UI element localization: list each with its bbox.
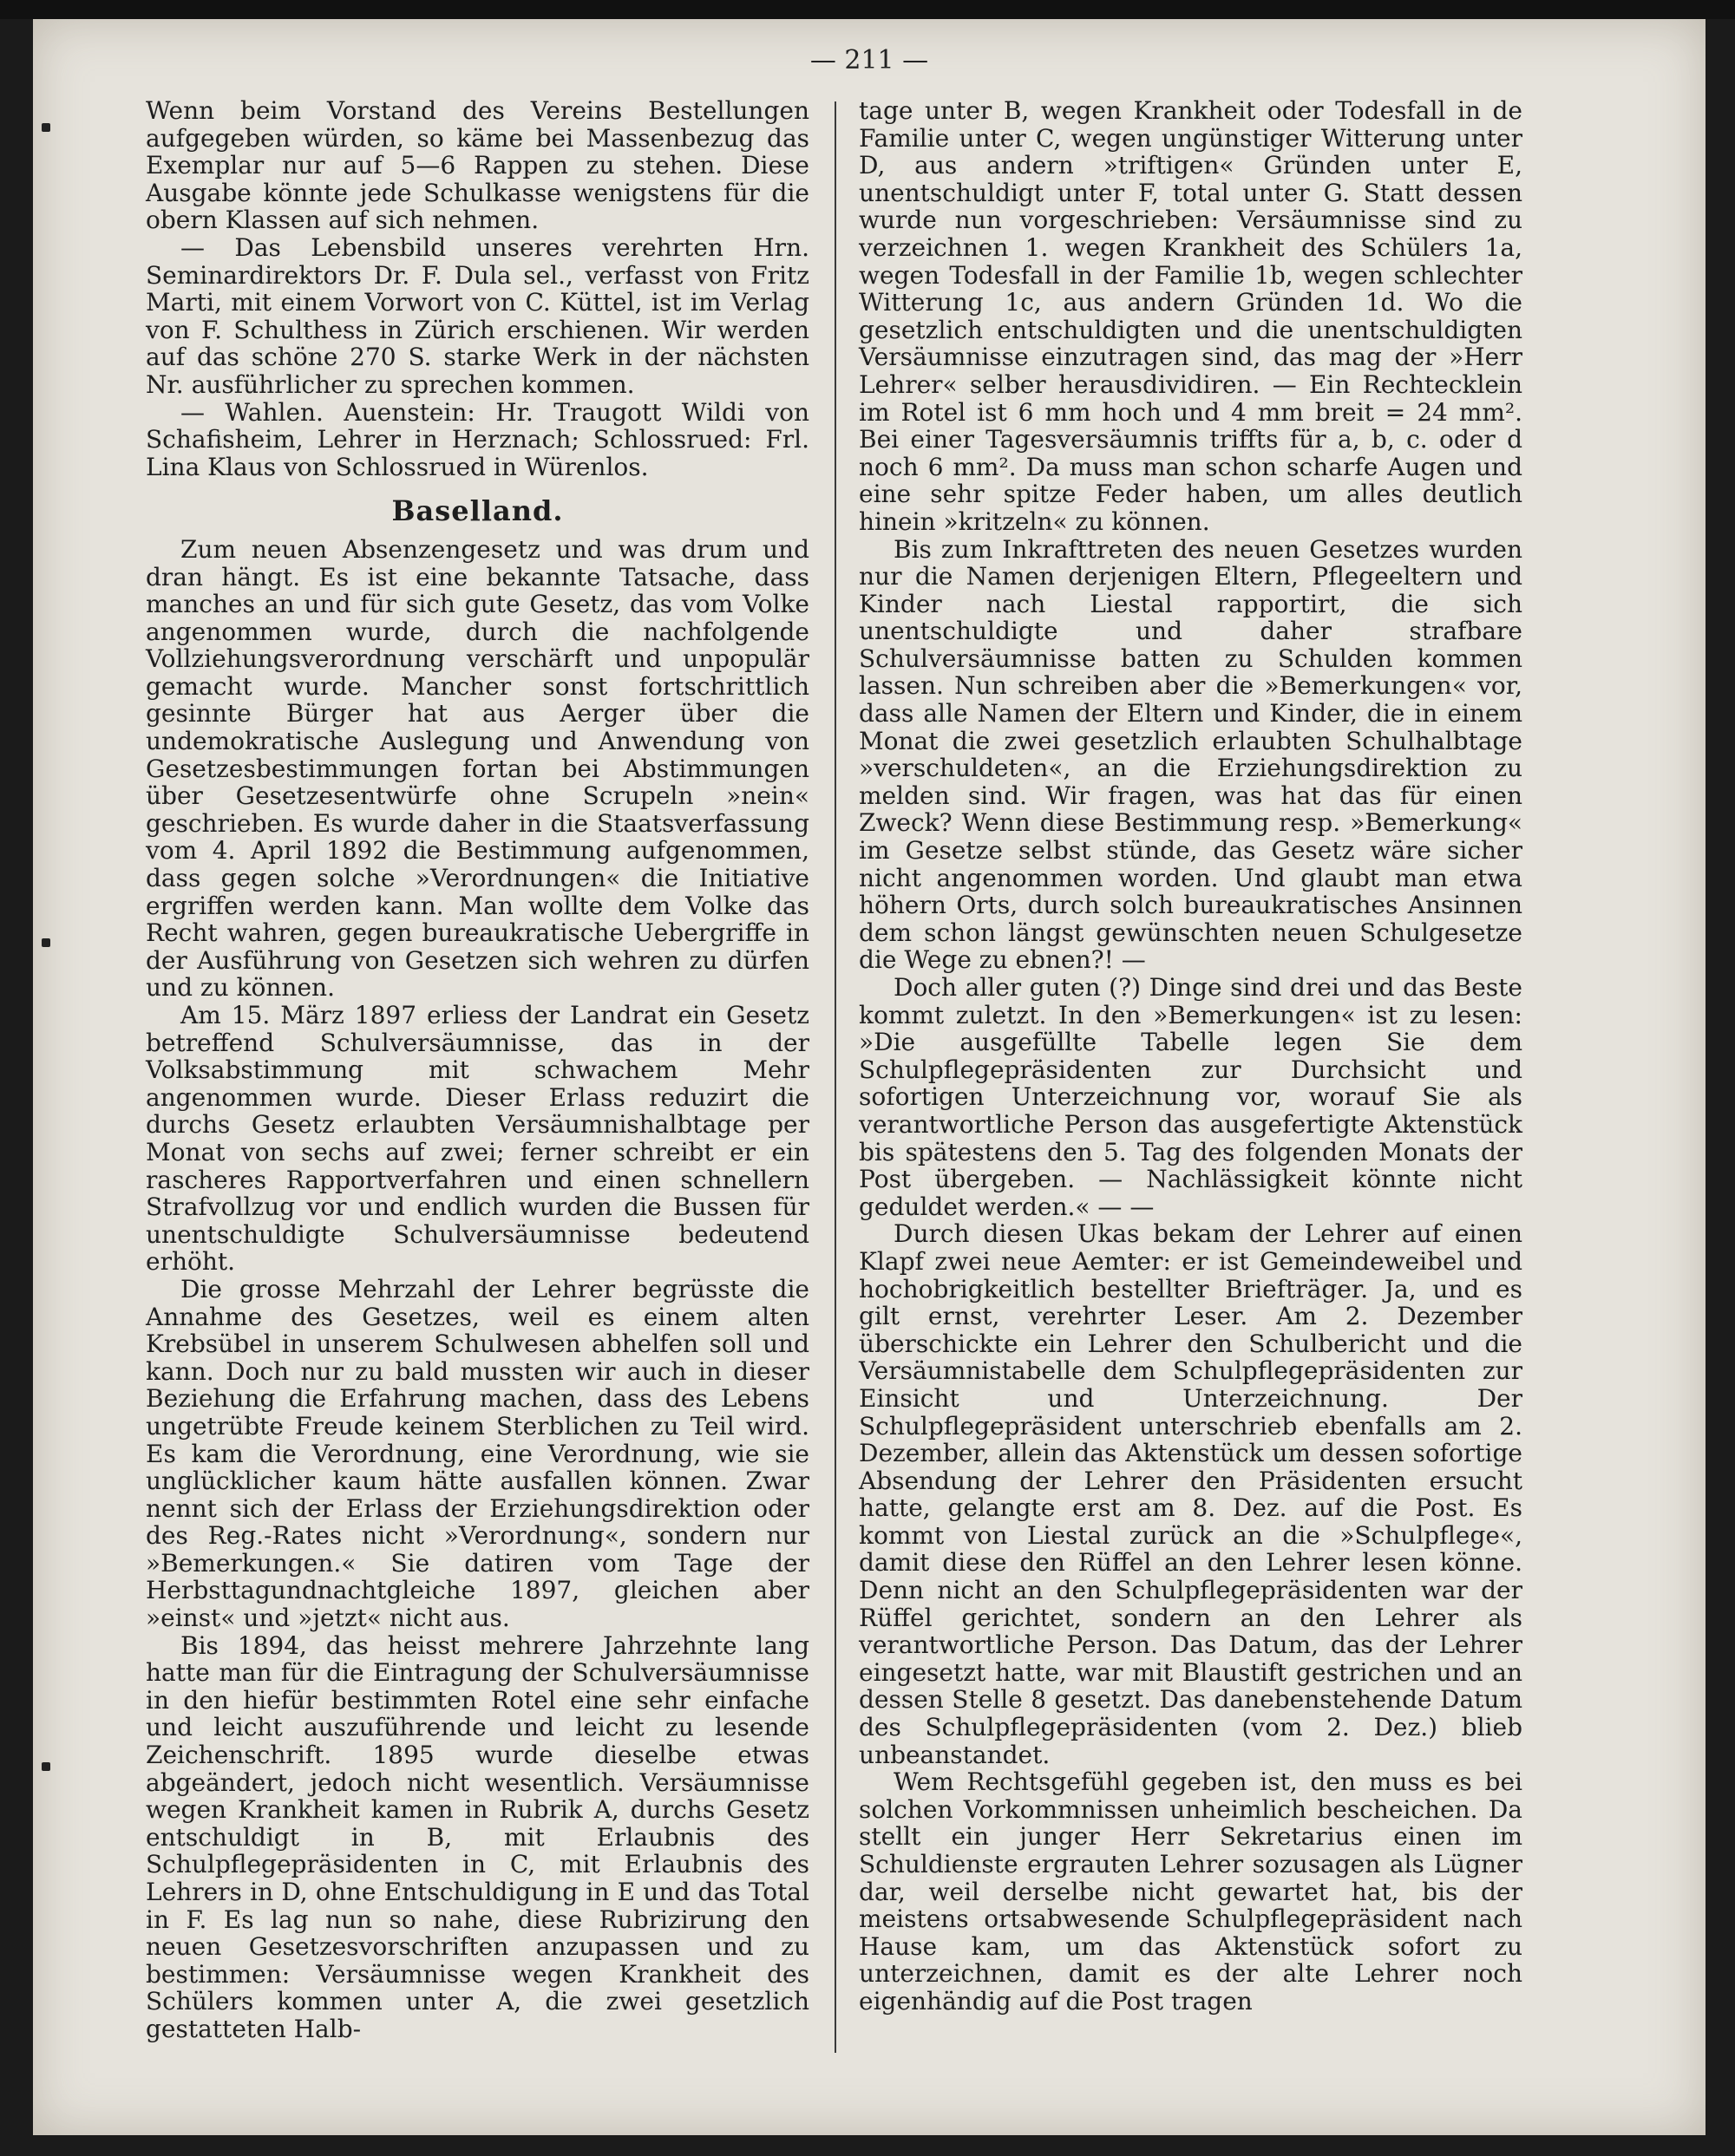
paragraph: Durch diesen Ukas bekam der Lehrer auf einen Klapf zwei neue Aemter: er ist Gemeindeweibel und hochobrigkeitlich bestellter Briefträger. Ja, und es gilt ernst, verehrter Leser. Am 2. Dezember überschickte ein Lehrer den Schulbericht und die Versäumnistabelle dem Schulpflegepräsidenten zur Einsicht und Unterzeichnung. Der Schulpflegepräsident unterschrieb ebenfalls am 2. Dezember, allein das Aktenstück um dessen sofortige Absendung der Lehrer den Präsidenten ersucht hatte, gelangte erst am 8. Dez. auf die Post. Es kommt von Liestal zurück an die »Schulpflege«, damit diese den Rüffel an den Lehrer lesen könne. Denn nicht an den Schulpflegepräsidenten war der Rüffel gerichtet, sondern an den Lehrer als verantwortliche Person. Das Datum, das der Lehrer eingesetzt hatte, war mit Blaustift gestrichen und an dessen Stelle 8 gesetzt. Das danebenstehende Datum des Schulpflegepräsidenten (vom 2. Dez.) blieb unbeanstandet.: [859, 1219, 1522, 1769]
paragraph: — Wahlen. Auenstein: Hr. Traugott Wildi von Schafisheim, Lehrer in Herznach; Schlossrued: Frl. Lina Klaus von Schlossrued in Würenlos.: [146, 397, 809, 481]
paragraph: — Das Lebensbild unseres verehrten Hrn. Seminardirektors Dr. F. Dula sel., verfasst von Fritz Marti, mit einem Vorwort von C. Küttel, ist im Verlag von F. Schulthess in Zürich erschienen. Wir werden auf das schöne 270 S. starke Werk in der nächsten Nr. ausführlicher zu sprechen kommen.: [146, 232, 809, 399]
binding-mark: [42, 938, 50, 947]
paragraph: Wenn beim Vorstand des Vereins Bestellungen aufgegeben würden, so käme bei Massenbezug das Exemplar nur auf 5—6 Rappen zu stehen. Diese Ausgabe könnte jede Schulkasse wenigstens für die obern Klassen auf sich nehmen.: [146, 96, 809, 235]
paragraph: Am 15. März 1897 erliess der Landrat ein Gesetz betreffend Schulversäumnisse, das in der Volksabstimmung mit schwachem Mehr angenommen wurde. Dieser Erlass reduzirt die durchs Gesetz erlaubten Versäumnishalbtage per Monat von sechs auf zwei; ferner schreibt er ein rascheres Rapportverfahren und einen schnellern Strafvollzug vor und endlich wurden die Bussen für unentschuldigte Schulversäumnisse bedeutend erhöht.: [146, 1001, 809, 1277]
paragraph: tage unter B, wegen Krankheit oder Todesfall in de Familie unter C, wegen ungünstiger Witterung unter D, aus andern »triftigen« Gründen unter E, unentschuldigt unter F, total unter G. Statt dessen wurde nun vorgeschrieben: Versäumnisse sind zu verzeichnen 1. wegen Krankheit des Schülers 1a, wegen Todesfall in der Familie 1b, wegen schlechter Witterung 1c, aus andern Gründen 1d. Wo die gesetzlich entschuldigten und die unentschuldigten Versäumnisse einzutragen sind, das mag der »Herr Lehrer« selber herausdividiren. — Ein Rechtecklein im Rotel ist 6 mm hoch und 4 mm breit = 24 mm². Bei einer Tagesversäumnis triffts für a, b, c. oder d noch 6 mm². Da muss man schon scharfe Augen und eine sehr spitze Feder haben, um alles deutlich hinein »kritzeln« zu können.: [859, 96, 1522, 536]
section-heading: Baselland.: [391, 494, 564, 528]
paragraph: Doch aller guten (?) Dinge sind drei und das Beste kommt zuletzt. In den »Bemerkungen« ist zu lesen: »Die ausgefüllte Tabelle legen Sie dem Schulpflegepräsidenten zur Durchsicht und sofortigen Unterzeichnung vor, worauf Sie als verantwortliche Person das ausgefertigte Aktenstück bis spätestens den 5. Tag des folgenden Monats der Post übergeben. — Nachlässigkeit könnte nicht geduldet werden.« — —: [859, 973, 1522, 1221]
paragraph: Bis zum Inkrafttreten des neuen Gesetzes wurden nur die Namen derjenigen Eltern, Pflegeeltern und Kinder nach Liestal rapportirt, die sich unentschuldigte und daher strafbare Schulversäumnisse batten zu Schulden kommen lassen. Nun schreiben aber die »Bemerkungen« vor, dass alle Namen der Eltern und Kinder, die in einem Monat die zwei gesetzlich erlaubten Schulhalbtage »verschuldeten«, an die Erziehungsdirektion zu melden sind. Wir fragen, was hat das für einen Zweck? Wenn diese Bestimmung resp. »Bemerkung« im Gesetze selbst stünde, das Gesetz wäre sicher nicht angenommen worden. Und glaubt man etwa höhern Orts, durch solch bureaukratisches Ansinnen dem schon längst gewünschten neuen Schulgesetze die Wege zu ebnen?! —: [859, 534, 1522, 975]
right-column: [859, 97, 1522, 2016]
page-number: — 211 —: [809, 45, 929, 75]
paragraph: Die grosse Mehrzahl der Lehrer begrüsste die Annahme des Gesetzes, weil es einem alten Krebsübel in unserem Schulwesen abhelfen soll und kann. Doch nur zu bald mussten wir auch in dieser Beziehung die Erfahrung machen, dass des Lebens ungetrübte Freude keinem Sterblichen zu Teil wird. Es kam die Verordnung, eine Verordnung, wie sie unglücklicher kaum hätte ausfallen können. Zwar nennt sich der Erlass der Erziehungsdirektion oder des Reg.-Rates nicht »Verordnung«, sondern nur »Bemerkungen.« Sie datiren vom Tage der Herbsttagundnachtgleiche 1897, gleichen aber »einst« und »jetzt« nicht aus.: [146, 1274, 809, 1633]
paragraph: Wem Rechtsgefühl gegeben ist, den muss es bei solchen Vorkommnissen unheimlich bescheichen. Da stellt ein junger Herr Sekretarius einen im Schuldienste ergrauten Lehrer sozusagen als Lügner dar, weil derselbe nicht gewartet hat, bis der meistens ortsabwesende Schulpflegepräsident nach Hause kam, um das Aktenstück sofort zu unterzeichnen, damit es der alte Lehrer noch eigenhändig auf die Post tragen: [859, 1767, 1522, 2016]
binding-mark: [42, 123, 50, 132]
paragraph: Zum neuen Absenzengesetz und was drum und dran hängt. Es ist eine bekannte Tatsache, dass manches an und für sich gute Gesetz, das vom Volke angenommen wurde, durch die nachfolgende Vollziehungsverordnung verschärft und unpopulär gemacht wurde. Mancher sonst fortschrittlich gesinnte Bürger hat aus Aerger über die undemokratische Auslegung und Anwendung von Gesetzesbestimmungen fortan bei Abstimmungen über Gesetzesentwürfe ohne Scrupeln »nein« geschrieben. Es wurde daher in die Staatsverfassung vom 4. April 1892 die Bestimmung aufgenommen, dass gegen solche »Verordnungen« die Initiative ergriffen werden kann. Man wollte dem Volke das Recht wahren, gegen bureaukratische Uebergriffe in der Ausführung von Gesetzen sich wehren zu dürfen und zu können.: [146, 534, 809, 1003]
binding-mark: [42, 1762, 50, 1771]
document-page: [33, 19, 1706, 2135]
paragraph: Bis 1894, das heisst mehrere Jahrzehnte lang hatte man für die Eintragung der Schulversäumnisse in den hiefür bestimmten Rotel eine sehr einfache und leicht auszuführende und leicht zu lesende Zeichenschrift. 1895 wurde dieselbe etwas abgeändert, jedoch nicht wesentlich. Versäumnisse wegen Krankheit kamen in Rubrik A, durchs Gesetz entschuldigt in B, mit Erlaubnis des Schulpflegepräsidenten in C, mit Erlaubnis des Lehrers in D, ohne Entschuldigung in E und das Total in F. Es lag nun so nahe, diese Rubrizirung den neuen Gesetzesvorschriften anzupassen und zu bestimmen: Versäumnisse wegen Krankheit des Schülers kommen unter A, die zwei gesetzlich gestatteten Halb-: [146, 1630, 809, 2043]
left-column: [146, 97, 809, 2043]
scan-border: [0, 0, 1735, 19]
column-divider: [835, 101, 836, 2053]
